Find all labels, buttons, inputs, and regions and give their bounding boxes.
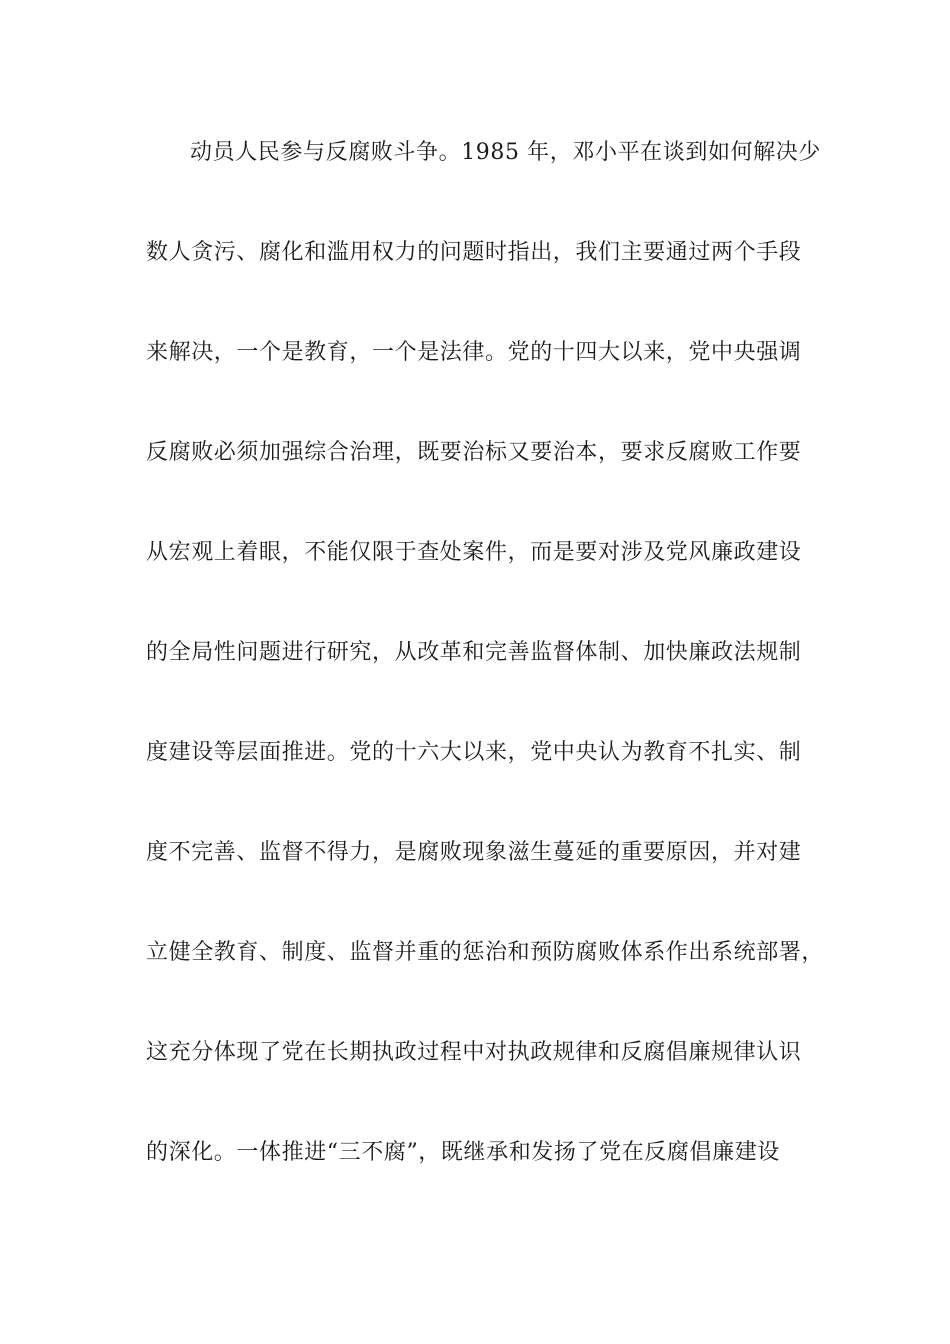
text-line-1: 动员人民参与反腐败斗争。1985 年，邓小平在谈到如何解决少 <box>190 140 821 165</box>
text-line-11: 的深化。一体推进“三不腐”，既继承和发扬了党在反腐倡廉建设 <box>146 1140 780 1165</box>
text-line-2: 数人贪污、腐化和滥用权力的问题时指出，我们主要通过两个手段 <box>146 240 802 265</box>
text-line-8: 度不完善、监督不得力，是腐败现象滋生蔓延的重要原因，并对建 <box>146 840 802 865</box>
text-line-3: 来解决，一个是教育，一个是法律。党的十四大以来，党中央强调 <box>146 340 802 365</box>
text-line-5: 从宏观上着眼，不能仅限于查处案件，而是要对涉及党风廉政建设 <box>146 540 802 565</box>
text-line-6: 的全局性问题进行研究，从改革和完善监督体制、加快廉政法规制 <box>146 640 802 665</box>
text-line-4: 反腐败必须加强综合治理，既要治标又要治本，要求反腐败工作要 <box>146 440 802 465</box>
body-text <box>146 132 826 1232</box>
text-line-9: 立健全教育、制度、监督并重的惩治和预防腐败体系作出系统部署， <box>146 940 825 965</box>
text-line-10: 这充分体现了党在长期执政过程中对执政规律和反腐倡廉规律认识 <box>146 1040 802 1065</box>
text-line-7: 度建设等层面推进。党的十六大以来，党中央认为教育不扎实、制 <box>146 740 802 765</box>
